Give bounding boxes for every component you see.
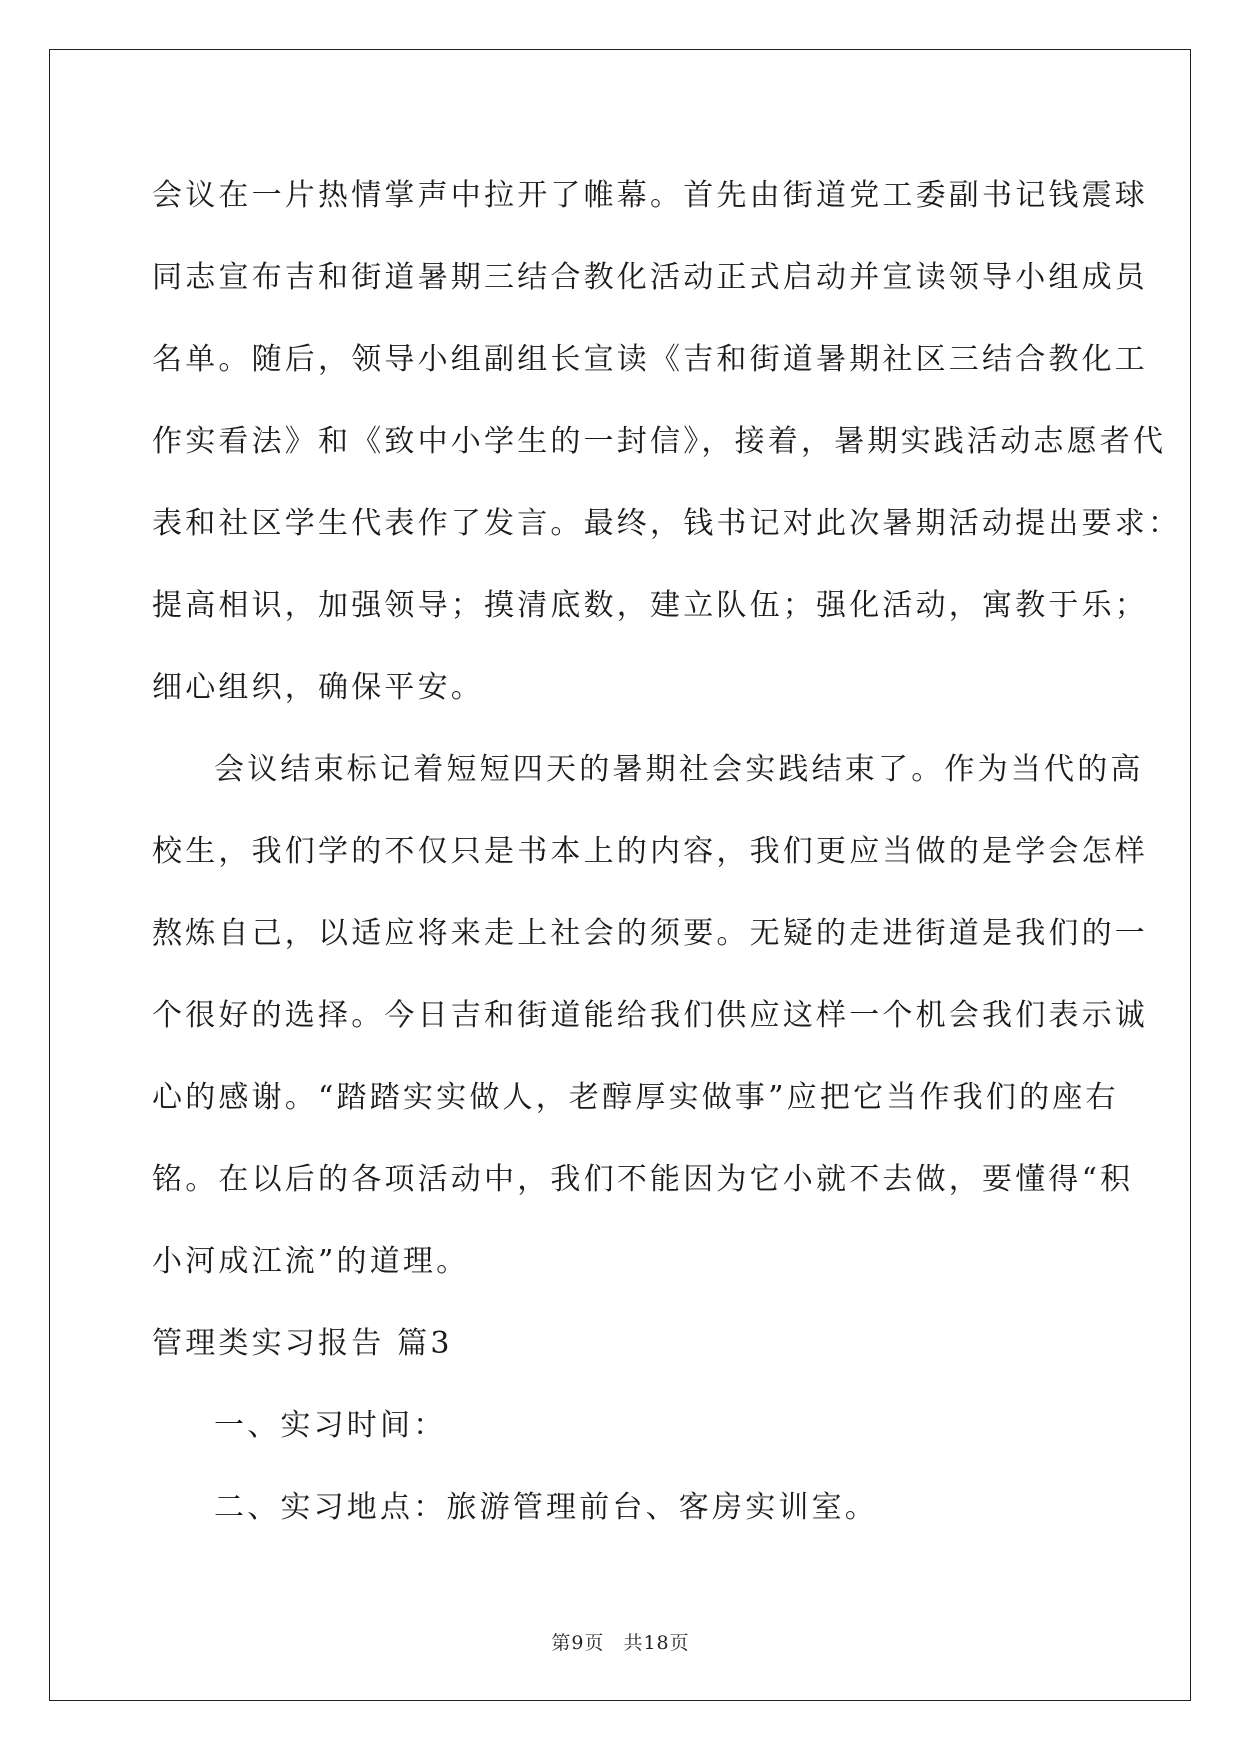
text-line: 会议结束标记着短短四天的暑期社会实践结束了。作为当代的高 [214, 752, 1144, 787]
page-total: 共18页 [623, 1632, 690, 1654]
text-line: 作实看法》和《致中小学生的一封信》，接着，暑期实践活动志愿者代 [152, 424, 1167, 459]
text-line: 表和社区学生代表作了发言。最终，钱书记对此次暑期活动提出要求： [152, 506, 1182, 541]
text-line: 二、实习地点：旅游管理前台、客房实训室。 [214, 1490, 878, 1525]
text-line: 熬炼自己，以适应将来走上社会的须要。无疑的走进街道是我们的一 [152, 916, 1148, 951]
text-line: 细心组织，确保平安。 [152, 670, 484, 705]
page-footer [0, 1628, 1241, 1655]
text-line: 同志宣布吉和街道暑期三结合教化活动正式启动并宣读领导小组成员 [152, 260, 1148, 295]
document-body [152, 155, 1182, 1549]
text-line: 提高相识，加强领导；摸清底数，建立队伍；强化活动，寓教于乐； [152, 588, 1148, 623]
text-line: 心的感谢。“踏踏实实做人，老醇厚实做事”应把它当作我们的座右 [152, 1080, 1119, 1115]
section-heading: 管理类实习报告 篇3 [152, 1326, 453, 1361]
page-number: 第9页 [551, 1632, 605, 1654]
text-line: 一、实习时间： [214, 1408, 447, 1443]
text-line: 名单。随后，领导小组副组长宣读《吉和街道暑期社区三结合教化工 [152, 342, 1148, 377]
text-line: 校生，我们学的不仅只是书本上的内容，我们更应当做的是学会怎样 [152, 834, 1148, 869]
text-line: 会议在一片热情掌声中拉开了帷幕。首先由街道党工委副书记钱震球 [152, 178, 1148, 213]
text-line: 铭。在以后的各项活动中，我们不能因为它小就不去做，要懂得“积 [152, 1162, 1134, 1197]
text-line: 小河成江流”的道理。 [152, 1244, 470, 1279]
text-line: 个很好的选择。今日吉和街道能给我们供应这样一个机会我们表示诚 [152, 998, 1148, 1033]
